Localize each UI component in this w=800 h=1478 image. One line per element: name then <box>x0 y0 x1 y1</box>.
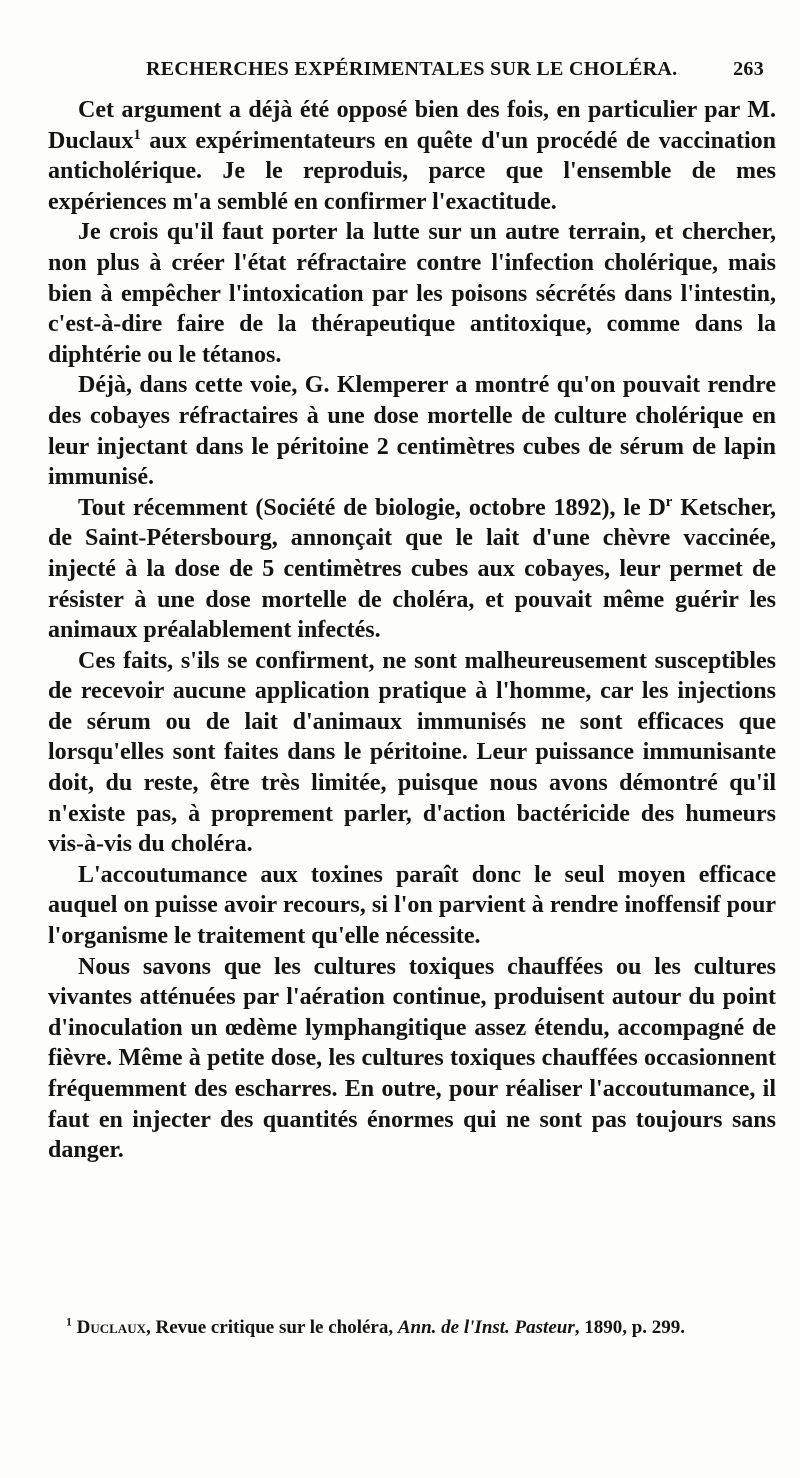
paragraph-text: aux expérimentateurs en quête d'un procédé de vaccination anticholérique. Je le reproduis, parce que l'ensemble de mes expériences m'a semblé en confirmer l'exactitude. <box>48 127 776 215</box>
paragraph-text: Tout récemment (Société de biologie, octobre 1892), le D <box>78 494 666 521</box>
paragraph-duclaux-argument <box>48 95 776 217</box>
doctor-superscript: r <box>665 493 673 510</box>
paragraph-ketscher <box>48 493 776 646</box>
footnote-reference: 1 <box>133 126 141 143</box>
footnote-author: Duclaux <box>76 1317 146 1338</box>
paragraph-antitoxic-therapy: Je crois qu'il faut porter la lutte sur un autre terrain, et chercher, non plus à créer l'état réfractaire contre l'infection cholérique, mais bien à empêcher l'intoxication par les poisons sécrétés dans l'intestin, c'est-à-dire faire de la thérapeutique antitoxique, comme dans la diphtérie ou le tétanos. <box>48 219 776 368</box>
body-text <box>48 95 776 1166</box>
footnote-text: , 1890, p. 299. <box>574 1317 686 1338</box>
footnote-1 <box>48 1314 776 1342</box>
footnote-marker: 1 <box>66 1315 72 1329</box>
footnote-journal: Ann. de l'Inst. Pasteur <box>397 1317 575 1338</box>
running-header <box>140 58 764 88</box>
paragraph-toxic-cultures: Nous savons que les cultures toxiques chauffées ou les cultures vivantes atténuées par l'aération continue, produisent autour du point d'inoculation un œdème lymphangitique assez étendu, accompagné de fièvre. Même à petite dose, les cultures toxiques chauffées occasionnent fréquemment des escharres. En outre, pour réaliser l'accoutumance, il faut en injecter des quantités énormes qui ne sont pas toujours sans danger. <box>48 953 776 1164</box>
paragraph-accoutumance: L'accoutumance aux toxines paraît donc le seul moyen efficace auquel on puisse avoir recours, si l'on parvient à rendre inoffensif pour l'organisme le traitement qu'elle nécessite. <box>48 861 776 950</box>
footnote-text: , Revue critique sur le choléra, <box>145 1317 398 1338</box>
running-title: RECHERCHES EXPÉRIMENTALES SUR LE CHOLÉRA. <box>146 58 678 80</box>
page-number: 263 <box>733 58 764 80</box>
footnotes <box>48 1314 776 1342</box>
paragraph-text: Ketscher, de Saint-Pétersbourg, annonçait que le lait d'une chèvre vaccinée, injecté à la dose de 5 centimètres cubes aux cobayes, leur permet de résister à une dose mortelle de choléra, et pouvait même guérir les animaux préalablement infectés. <box>48 494 776 644</box>
paragraph-text: Cet argument a déjà été opposé bien des fois, en particulier par M. Duclaux <box>48 97 776 154</box>
paragraph-klemperer: Déjà, dans cette voie, G. Klemperer a montré qu'on pouvait rendre des cobayes réfractaires à une dose mortelle de culture cholérique en leur injectant dans le péritoine 2 centimètres cubes de sérum de lapin immunisé. <box>48 372 776 491</box>
paragraph-limited-application: Ces faits, s'ils se confirment, ne sont malheureusement susceptibles de recevoir aucune application pratique à l'homme, car les injections de sérum ou de lait d'animaux immunisés ne sont efficaces que lorsqu'elles sont faites dans le péritoine. Leur puissance immunisante doit, du reste, être très limitée, puisque nous avons démontré qu'il n'existe pas, à proprement parler, d'action bactéricide des humeurs vis-à-vis du choléra. <box>48 647 776 858</box>
